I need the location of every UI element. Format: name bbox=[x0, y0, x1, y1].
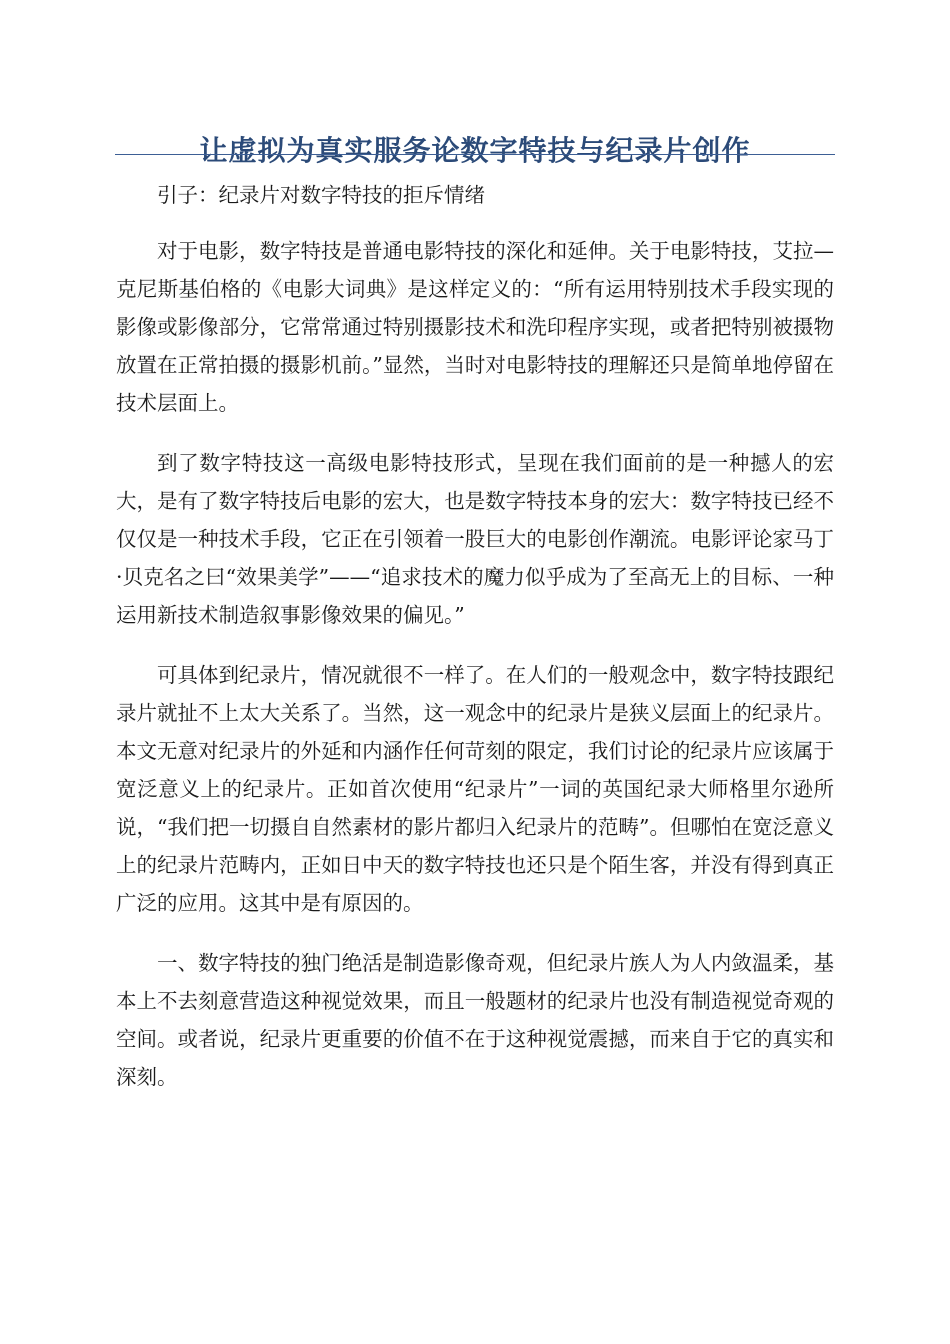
section-heading: 引子：纪录片对数字特技的拒斥情绪 bbox=[157, 183, 485, 207]
document-body bbox=[116, 176, 834, 1118]
paragraph: 对于电影，数字特技是普通电影特技的深化和延伸。关于电影特技，艾拉—克尼斯基伯格的《电影大词典》是这样定义的：“所有运用特别技术手段实现的影像或影像部分，它常常通过特别摄影技术和洗印程序实现，或者把特别被摄物放置在正常拍摄的摄影机前。”显然，当时对电影特技的理解还只是简单地停留在技术层面上。 bbox=[116, 239, 834, 415]
document-title: 让虚拟为真实服务论数字特技与纪录片创作 bbox=[199, 133, 751, 167]
paragraph: 一、数字特技的独门绝活是制造影像奇观，但纪录片族人为人内敛温柔，基本上不去刻意营造这种视觉效果，而且一般题材的纪录片也没有制造视觉奇观的空间。或者说，纪录片更重要的价值不在于这种视觉震撼，而来自于它的真实和深刻。 bbox=[116, 951, 834, 1089]
paragraph: 到了数字特技这一高级电影特技形式，呈现在我们面前的是一种撼人的宏大，是有了数字特技后电影的宏大，也是数字特技本身的宏大：数字特技已经不仅仅是一种技术手段，它正在引领着一股巨大的电影创作潮流。电影评论家马丁·贝克名之曰“效果美学”——“追求技术的魔力似乎成为了至高无上的目标、一种运用新技术制造叙事影像效果的偏见。” bbox=[116, 451, 834, 627]
paragraph: 可具体到纪录片，情况就很不一样了。在人们的一般观念中，数字特技跟纪录片就扯不上太大关系了。当然，这一观念中的纪录片是狭义层面上的纪录片。本文无意对纪录片的外延和内涵作任何苛刻的限定，我们讨论的纪录片应该属于宽泛意义上的纪录片。正如首次使用“纪录片”一词的英国纪录大师格里尔逊所说，“我们把一切摄自自然素材的影片都归入纪录片的范畴”。但哪怕在宽泛意义上的纪录片范畴内，正如日中天的数字特技也还只是个陌生客，并没有得到真正广泛的应用。这其中是有原因的。 bbox=[116, 663, 834, 915]
title-underline bbox=[115, 154, 835, 155]
